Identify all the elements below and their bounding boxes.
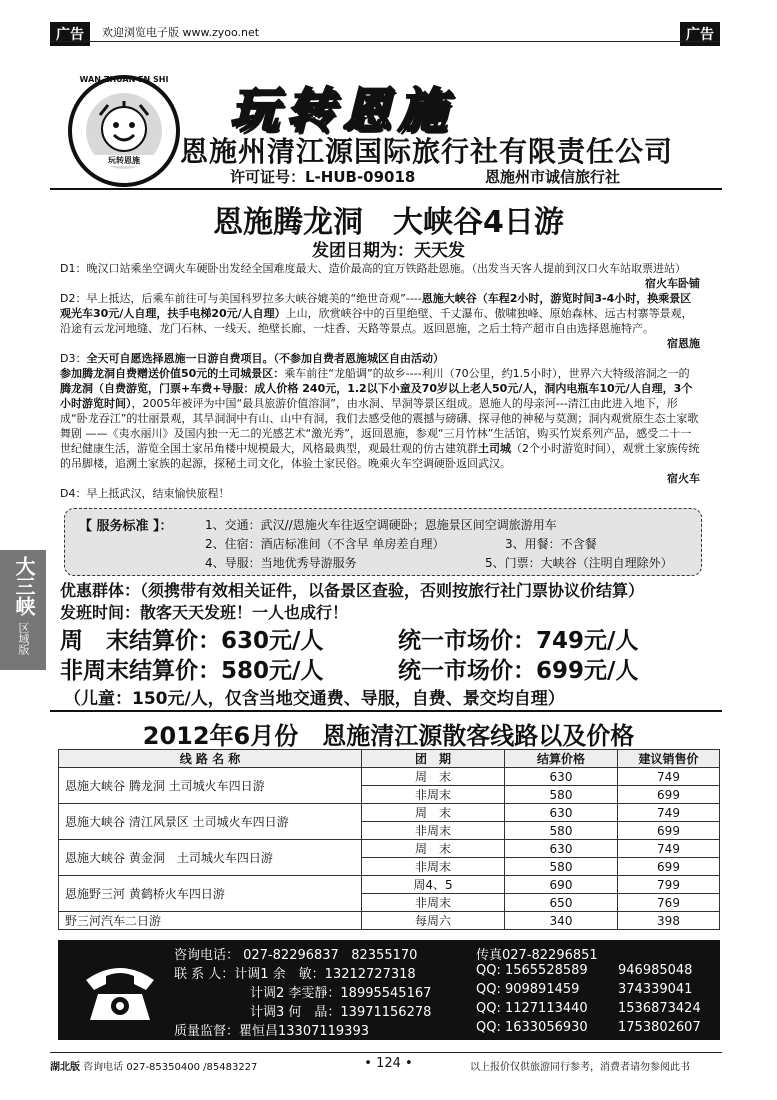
qq-3: QQ: 1127113440: [476, 1001, 588, 1016]
settle-price: 340: [505, 912, 618, 930]
day-2-lodging: 宿恩施: [667, 337, 700, 350]
day-label: D1：: [60, 262, 87, 275]
tour-date: 非周末: [362, 822, 505, 840]
qq-4b: 1753802607: [618, 1020, 701, 1035]
retail-price: 699: [618, 858, 720, 876]
license-number: 许可证号：L-HUB-09018: [230, 168, 416, 186]
settle-price: 630: [505, 804, 618, 822]
phone-2: 82355170: [351, 948, 418, 963]
service-item: 4、导服：当地优秀导游服务: [205, 556, 357, 570]
tour-date: 非周末: [362, 894, 505, 912]
section-rule: [50, 710, 722, 712]
service-label: 【 服务标准 】：: [79, 519, 173, 534]
sidebar-subtitle: 区域版: [17, 622, 30, 655]
qq-2: QQ: 909891459: [476, 982, 580, 997]
table-row: [59, 768, 720, 786]
footer-disclaimer: 以上报价仅供旅游同行参考，消费者请勿参阅此书: [470, 1062, 690, 1073]
retail-price: 799: [618, 876, 720, 894]
tour-date: 周 末: [362, 840, 505, 858]
day-text: 晚汉口站乘坐空调火车硬卧出发经全国难度最大、造价最高的宜万铁路赴恩施。（出发当天客人提前到汉口火车站取票进站）: [86, 262, 686, 275]
contact-2: 计调2 李雯靜：18995545167: [250, 986, 432, 1001]
day-label: D4：: [60, 487, 87, 500]
phone-label: 咨询电话：: [174, 948, 240, 963]
retail-price: 398: [618, 912, 720, 930]
day-label: D2：: [60, 292, 87, 305]
logo-ring-text: WAN ZHUAN EN SHI: [79, 75, 169, 84]
col-settle: 结算价格: [505, 750, 618, 768]
edition-label: 湖北版: [50, 1062, 80, 1073]
ad-tag-left: 广告: [50, 22, 90, 46]
brand-slogan: 玩转恩施: [230, 83, 455, 139]
price-table: [58, 749, 720, 930]
child-price: （儿童：150元/人，仅含当地交通费、导服，自费、景交均自理）: [64, 689, 565, 709]
weekday-settle-price: 非周末结算价：580元/人: [60, 658, 324, 684]
settle-price: 580: [505, 786, 618, 804]
price-table-title: 2012年6月份 恩施清江源散客线路以及价格: [142, 722, 635, 750]
day-highlight: 恩施大峡谷（车程2小时，游览时间3-4小时，换乘景区观光车30元/人自理，扶手电梯20元/人自理）: [60, 292, 692, 320]
route-name: 恩施大峡谷 清江风景区 土司城火车四日游: [59, 804, 362, 840]
qq-1: QQ: 1565528589: [476, 963, 588, 978]
company-name: 恩施州清江源国际旅行社有限责任公司: [180, 135, 674, 168]
col-route: 线 路 名 称: [59, 750, 362, 768]
day-text: ，2005年被评为中国“最具旅游价值溶洞”，由水洞、旱洞等景区组成。恩施人的母亲河---清江由此进入地下，形成“卧龙吞江”的壮丽景观，其旱洞洞中有山、山中有洞，我们去感受他的震撼与磅礴、探寻他的神秘与莫测；洞内观赏原生态土家歌舞剧 ——《夷水丽川》及国内独一无二的光感艺术“激光秀”，返回恩施，参观“三月竹林”生活馆，购买竹炭系列产品，感受二十一世纪健康生活，游览全国土家吊角楼中规模最大，风格最典型，观最壮观的仿古建筑群: [60, 397, 699, 455]
retail-price: 749: [618, 840, 720, 858]
day-text: 早上抵达，后乘车前往可与美国科罗拉多大峡谷媲美的“绝世奇观”----: [86, 292, 422, 305]
day-1-lodging: 宿火车卧铺: [645, 277, 700, 290]
route-name: 恩施大峡谷 黄金洞 土司城火车四日游: [59, 840, 362, 876]
day-4: [60, 486, 700, 501]
qq-1b: 946985048: [618, 963, 693, 978]
settle-price: 690: [505, 876, 618, 894]
ad-tag-right: 广告: [680, 22, 720, 46]
day-2: [60, 291, 700, 336]
settle-price: 580: [505, 858, 618, 876]
page-number: • 124 •: [364, 1056, 413, 1071]
retail-price: 699: [618, 822, 720, 840]
table-row: [59, 840, 720, 858]
person-label: 联 系 人：: [174, 967, 235, 982]
day-highlight: 腾龙洞（自费游览，门票+车费+导服：成人价格 240元，1.2以下小童及70岁以上老人50元/人，洞内电瓶车10元/人自理，3个小时游览时间）: [60, 382, 693, 410]
tour-title: 恩施腾龙洞 大峡谷4日游: [213, 205, 564, 240]
qq-4: QQ: 1633056930: [476, 1020, 588, 1035]
day-highlight: 全天可自愿选择恩施一日游自费项目。（不参加自费者恩施城区自由活动）: [86, 352, 444, 365]
day-text: 早上抵武汉，结束愉快旅程！: [86, 487, 230, 500]
day-text: 上山，欣赏峡谷中的百里绝壁、千丈瀑布、傲啸独峰、原始森林、远古村寨等景观，沿途有云龙河地缝、龙门石林、一线天、绝壁长廊、一炷香、天路等景点。返回恩施，之后土特产超市自由选择恩施特产。: [60, 307, 693, 335]
service-item: 5、门票：大峡谷（注明自理除外）: [485, 556, 673, 570]
day-text: （2个小时游览时间），观赏土家族传统的吊脚楼，追溯土家族的起源，探秘土司文化，体验土家民俗。晚乘火车空调硬卧返回武汉。: [60, 442, 700, 470]
route-name: 恩施野三河 黄鹤桥火车四日游: [59, 876, 362, 912]
settle-price: 630: [505, 768, 618, 786]
service-standards-box: [64, 508, 702, 576]
qq-2b: 374339041: [618, 982, 693, 997]
schedule-note: 发班时间：散客天天发班！一人也成行！: [60, 603, 349, 622]
service-item: 3、用餐：不含餐: [505, 537, 597, 551]
day-3-lodging: 宿火车: [667, 472, 700, 485]
departure-note: 发团日期为：天天发: [312, 241, 465, 261]
settle-price: 650: [505, 894, 618, 912]
settle-price: 580: [505, 822, 618, 840]
logo-inner-text: 玩转恩施: [94, 155, 154, 166]
service-item: 1、交通：武汉//恩施火车往返空调硬卧；恩施景区间空调旅游用车: [205, 518, 557, 532]
table-row: [59, 876, 720, 894]
welcome-text: 欢迎浏览电子版 www.zyoo.net: [102, 26, 260, 39]
contact-3: 计调3 何 晶：13971156278: [250, 1005, 432, 1020]
tour-date: 每周六: [362, 912, 505, 930]
company-logo: [68, 75, 180, 187]
day-3: [60, 351, 700, 471]
itinerary: [60, 261, 700, 501]
col-retail: 建议销售价: [618, 750, 720, 768]
service-item: 2、住宿：酒店标准间（不含早 单房差自理）: [205, 537, 445, 551]
col-date: 团 期: [362, 750, 505, 768]
footer-hotline: 咨询电话 027-85350400 /85483227: [83, 1062, 258, 1073]
day-highlight: 参加腾龙洞自费赠送价值50元的土司城景区：: [60, 367, 285, 380]
weekday-market-price: 统一市场价：699元/人: [398, 658, 639, 684]
tour-date: 周4、5: [362, 876, 505, 894]
telephone-icon: [80, 960, 160, 1028]
retail-price: 699: [618, 786, 720, 804]
retail-price: 749: [618, 768, 720, 786]
region-sidebar-tab: [0, 550, 46, 670]
day-highlight: 土司城: [478, 442, 511, 455]
phone-1: 027-82296837: [243, 948, 339, 963]
tour-date: 非周末: [362, 786, 505, 804]
retail-price: 769: [618, 894, 720, 912]
day-1: [60, 261, 700, 276]
day-label: D3：: [60, 352, 87, 365]
table-row: [59, 804, 720, 822]
header-rule: [50, 41, 720, 42]
route-name: 野三河汽车二日游: [59, 912, 362, 930]
route-name: 恩施大峡谷 腾龙洞 土司城火车四日游: [59, 768, 362, 804]
section-rule: [50, 188, 722, 190]
tour-date: 周 末: [362, 768, 505, 786]
weekend-market-price: 统一市场价：749元/人: [398, 628, 639, 654]
contact-1: 计调1 余 敏：13212727318: [234, 967, 416, 982]
tour-date: 周 末: [362, 804, 505, 822]
retail-price: 749: [618, 804, 720, 822]
contact-box: [58, 940, 720, 1040]
table-row: [59, 912, 720, 930]
table-header-row: [59, 750, 720, 768]
qq-3b: 1536873424: [618, 1001, 701, 1016]
quality-supervisor: 质量监督：瞿恒昌13307119393: [174, 1024, 369, 1039]
tour-date: 非周末: [362, 858, 505, 876]
sidebar-title: 大三峡: [12, 556, 36, 616]
footer-rule: [50, 1052, 722, 1053]
fax: 传真027-82296851: [476, 948, 598, 963]
agency-name: 恩施州市诚信旅行社: [485, 168, 621, 186]
discount-group: 优惠群体：（须携带有效相关证件，以备景区查验，否则按旅行社门票协议价结算）: [60, 581, 645, 600]
day-text: 乘车前往“龙船调”的故乡----利川（70公里，约1.5小时），世界六大特级溶洞之一的: [284, 367, 690, 380]
weekend-settle-price: 周 末结算价：630元/人: [60, 628, 324, 654]
settle-price: 630: [505, 840, 618, 858]
